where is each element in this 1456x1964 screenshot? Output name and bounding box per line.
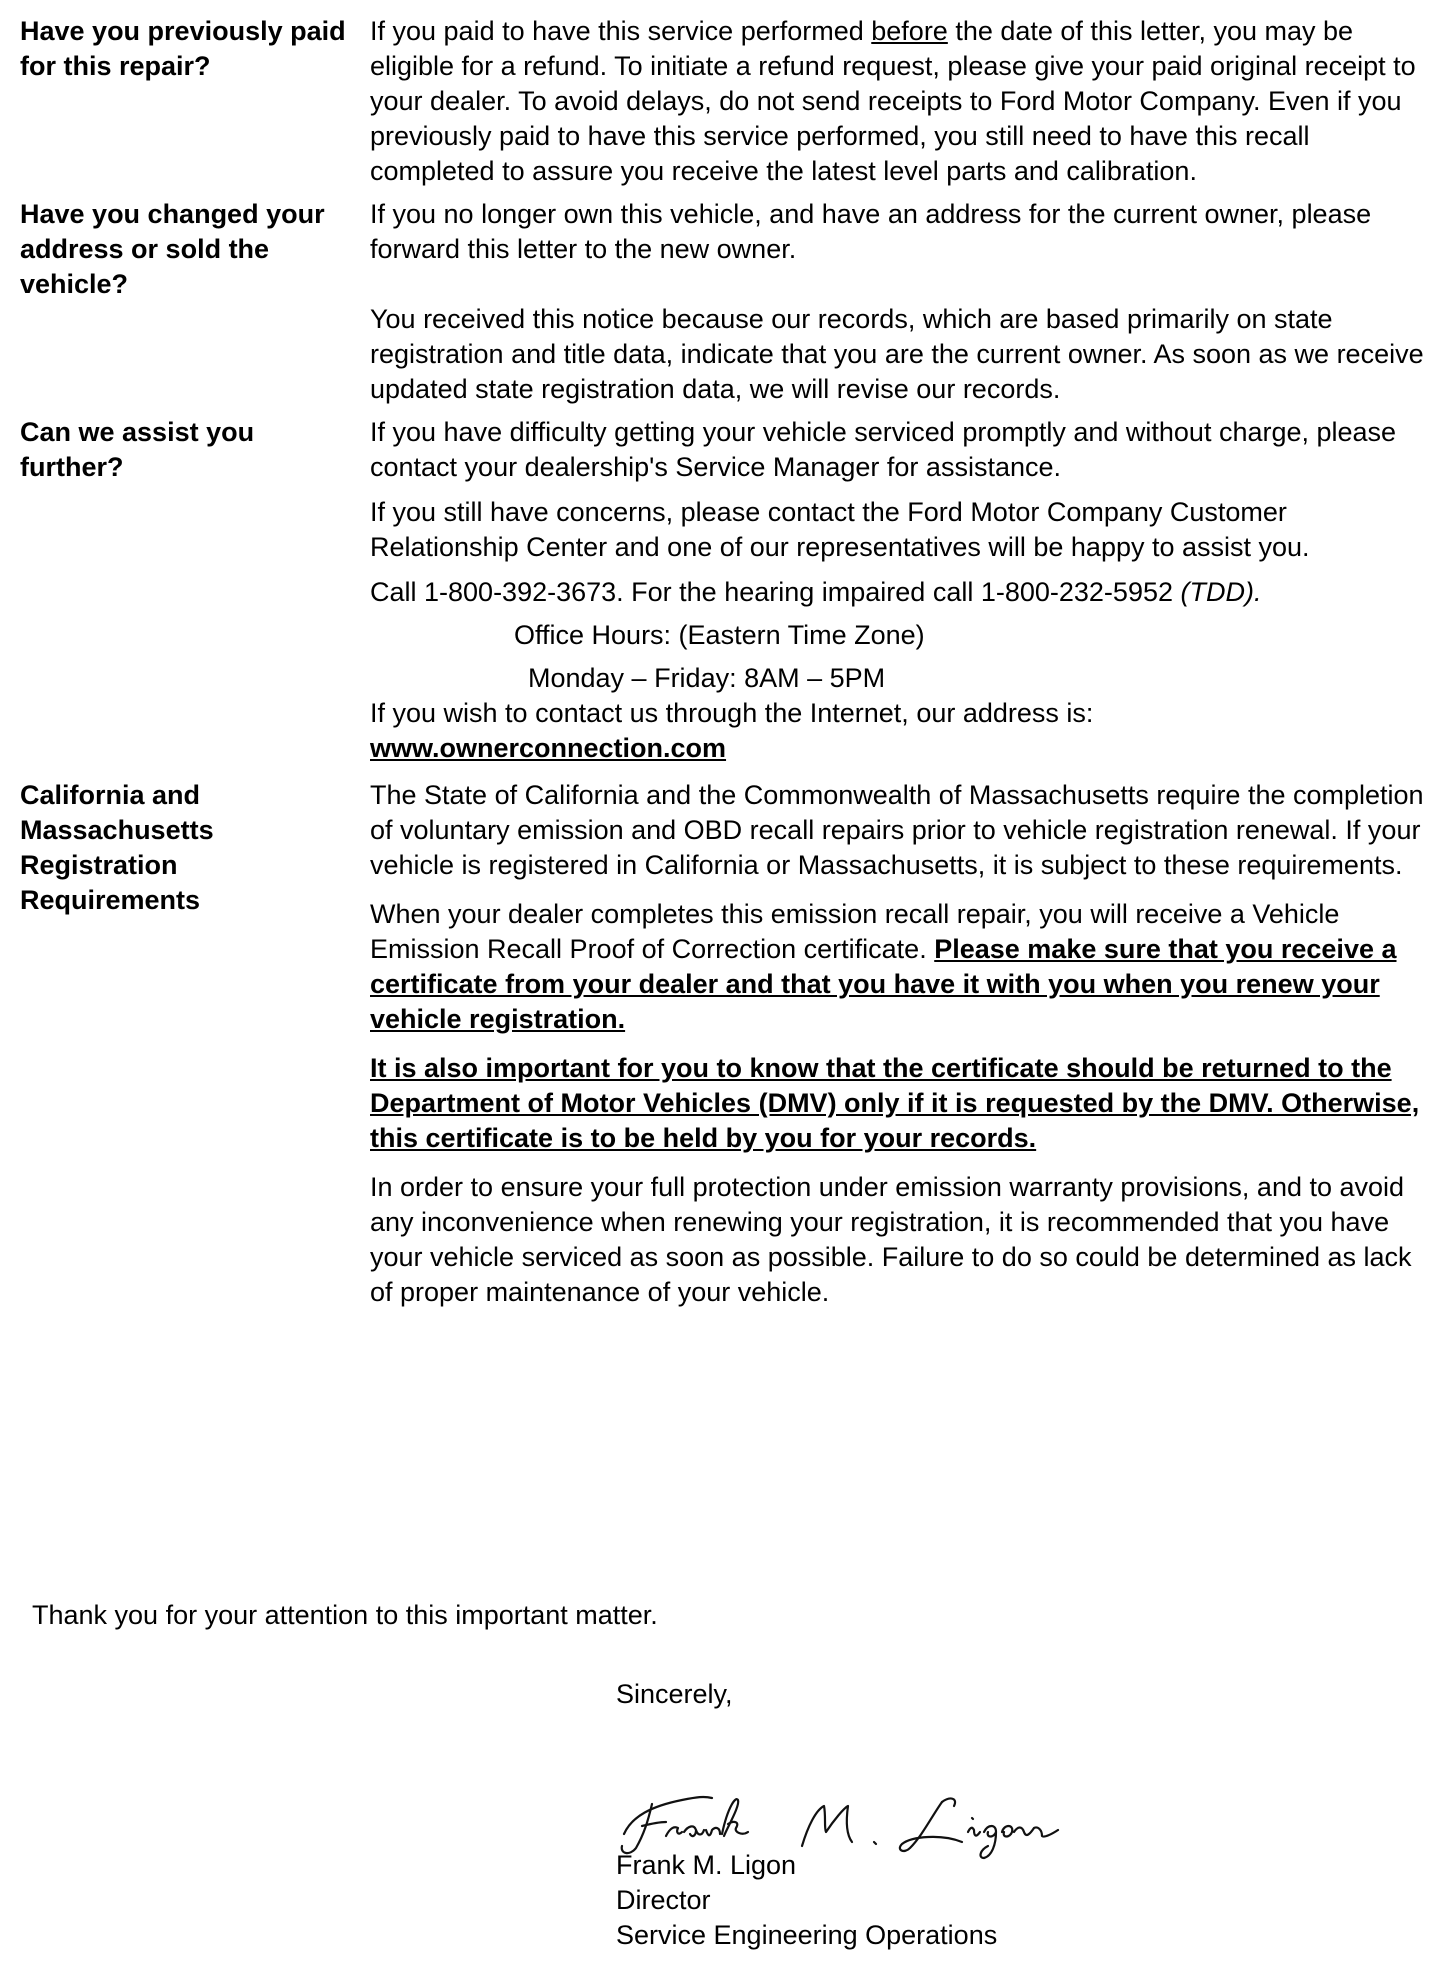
qa-table — [20, 14, 1440, 1310]
website-link-line — [370, 731, 1440, 766]
section-assist — [20, 415, 1440, 766]
signer-block — [616, 1848, 997, 1953]
registration-paragraph-3: It is also important for you to know that the certificate should be returned to the Department of Motor Vehicles (DMV) only if it is requested by the DMV. Otherwise, this certificate is to be held by you for your records. — [370, 1053, 1420, 1153]
sincerely-line: Sincerely, — [616, 1679, 733, 1709]
address-paragraph-1: If you no longer own this vehicle, and have an address for the current owner, please forward this letter to the new owner. — [370, 199, 1372, 264]
office-hours-line: Office Hours: (Eastern Time Zone) — [514, 620, 925, 650]
assist-paragraph-1: If you have difficulty getting your vehicle serviced promptly and without charge, please contact your dealership's Service Manager for assistance. — [370, 417, 1397, 482]
call-text: Call 1-800-392-3673. For the hearing impaired call 1-800-232-5952 — [370, 577, 1181, 607]
registration-paragraph-2 — [370, 897, 1440, 1037]
tdd-label: (TDD). — [1180, 577, 1262, 607]
answer-assist — [370, 415, 1440, 766]
closing-line: Thank you for your attention to this important matter. — [32, 1600, 658, 1630]
registration-paragraph-4: In order to ensure your full protection under emission warranty provisions, and to avoid any inconvenience when renewing your registration, it is recommended that you have your vehicle serviced as soon as possible. Failure to do so could be determined as lack of proper maintenance of your vehicle. — [370, 1172, 1412, 1307]
question-refund: Have you previously paid for this repair? — [20, 16, 346, 81]
website-link[interactable]: www.ownerconnection.com — [370, 733, 727, 763]
registration-paragraph-1: The State of California and the Commonwealth of Massachusetts require the completion of voluntary emission and OBD recall repairs prior to vehicle registration renewal. If your vehicle is registered in California or Massachusetts, it is subject to these requirements. — [370, 780, 1424, 880]
refund-text-pre: If you paid to have this service performed — [370, 16, 872, 46]
registration-p2-emphasis: Please make sure that you receive a certificate from your dealer and that you have it with you when you renew your vehicle registration. — [370, 934, 1397, 1034]
refund-text-underlined: before — [871, 16, 948, 46]
section-address — [20, 197, 1440, 407]
answer-address — [370, 197, 1440, 407]
section-refund — [20, 14, 1440, 189]
call-line — [370, 575, 1440, 610]
question-address: Have you changed your address or sold the vehicle? — [20, 199, 325, 299]
assist-paragraph-2: If you still have concerns, please contact the Ford Motor Company Customer Relationship Center and one of our representatives will be happy to assist you. — [370, 497, 1310, 562]
office-days-line: Monday – Friday: 8AM – 5PM — [528, 663, 886, 693]
signer-department: Service Engineering Operations — [616, 1920, 998, 1950]
question-assist: Can we assist you further? — [20, 417, 255, 482]
refund-text-post: the date of this letter, you may be eligible for a refund. To initiate a refund request, please give your paid original receipt to your dealer. To avoid delays, do not send receipts to Ford Motor Company. Even if you previously paid to have this service performed, you still need to have this recall completed to assure you receive the latest level parts and calibration. — [370, 16, 1416, 186]
registration-p2-plain: When your dealer completes this emission recall repair, you will receive a Vehicle Emission Recall Proof of Correction certificate. — [370, 899, 1340, 964]
signer-title: Director — [616, 1885, 711, 1915]
answer-registration — [370, 778, 1440, 1310]
internet-line: If you wish to contact us through the Internet, our address is: — [370, 698, 1094, 728]
section-registration — [20, 778, 1440, 1310]
question-registration: California and Massachusetts Registration Requirements — [20, 780, 214, 915]
signer-name: Frank M. Ligon — [616, 1850, 797, 1880]
answer-refund — [370, 14, 1440, 189]
address-paragraph-2: You received this notice because our records, which are based primarily on state registration and title data, indicate that you are the current owner. As soon as we receive updated state registration data, we will revise our records. — [370, 304, 1424, 404]
refund-paragraph — [370, 14, 1440, 189]
